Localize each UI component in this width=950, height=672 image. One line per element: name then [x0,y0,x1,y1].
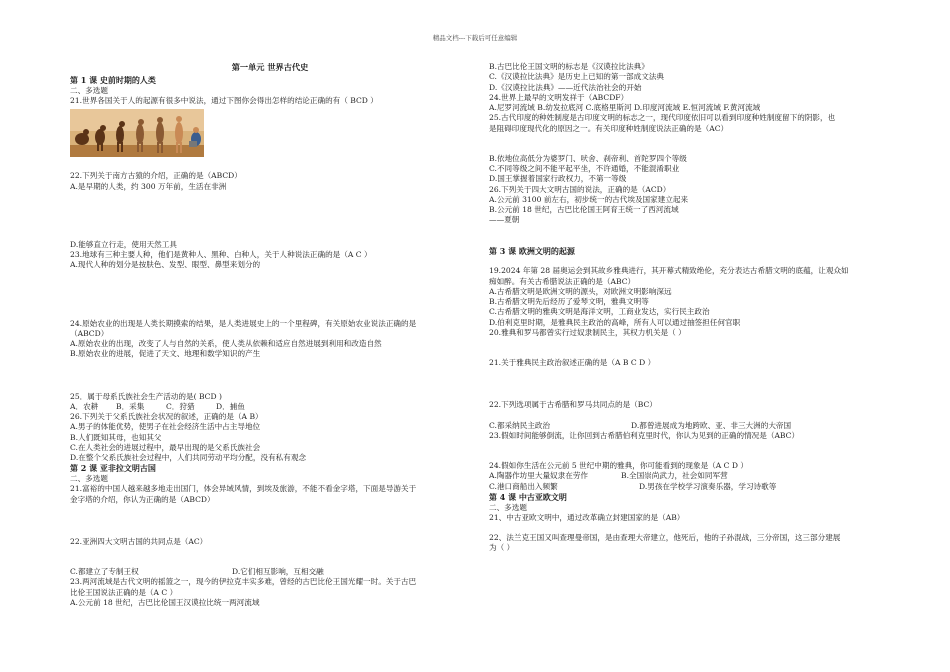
l3-option-19c: C.古希腊文明的雅典文明是海洋文明，工商业发达，实行民主政治 [489,307,710,317]
option-25d: D．捕鱼 [216,401,245,411]
option-l2-22c: C.都建立了专制王权 [70,567,139,577]
l3-question-21: 21.关于雅典民主政治叙述正确的是（A B C D ） [489,358,656,368]
left-column [70,62,470,608]
l3-question-19-cont: 痴如醉。有关古希腊说法正确的是（ABC） [489,276,636,286]
option-25b-right: B.依地位高低分为婆罗门、吠舍、刹帝利、首陀罗四个等级 [489,153,687,163]
l2-question-23: 23.两河流域是古代文明的摇篮之一，现今的伊拉克丰实多难，曾经的古巴比伦王国光耀一时。关于古巴 [70,577,417,587]
options-24-right: A.尼罗河流域 B.幼发拉底河 C.底格里斯河 D.印度河流域 E.恒河流域 F.黄河流域 [489,103,761,112]
l3-question-24: 24.假如你生活在公元前 5 世纪中期的雅典，你可能看到的现象是（A C D ） [489,461,748,471]
question-24: 24.原始农业的出现是人类长期摸索的结果，是人类进展史上的一个里程碑，有关原始农业说法正确的是 [70,318,417,328]
human-evolution-image [70,109,204,157]
option-26-tail: ——夏朝 [489,215,520,225]
question-25-right-cont: 是阻碍印度现代化的原因之一。有关印度种姓制度说法正确的是（AC） [489,123,729,133]
option-26b-right: B.公元前 18 世纪，古巴比伦国王阿育王统一了西河流域 [489,205,679,214]
l3-option-19b: B.古希腊文明先后经历了爱琴文明，雅典文明等 [489,297,649,307]
question-24-right: 24.世界上最早的文明发祥于（ABCDF） [489,92,629,102]
options-l2-22 [70,567,470,577]
question-26-right: 26.下列关于四大文明古国的说法，正确的是（ACD） [489,184,671,194]
l3-option-24a: A.陶器作坊里大量奴隶在劳作 [489,471,589,481]
lesson-2-title: 第 2 课 亚非拉文明古国 [70,463,156,474]
l4-question-22-cont: 为（ ） [489,543,515,553]
section-label: 二、多选题 [70,85,108,95]
option-26c: C.在人类社会的进展过程中，最早出现的是父系氏族社会 [70,442,261,452]
option-26a: A.男子的体能优势，使男子在社会经济生活中占主导地位 [70,422,261,432]
l4-question-21: 21、中古亚欧文明中，通过改革确立封建国家的是（AB） [489,512,685,522]
option-26d: D.在整个父系氏族社会过程中，人们共同劳动平均分配，没有私有观念 [70,453,307,463]
question-25-right: 25.古代印度的种姓制度是古印度文明的标志之一，现代印度依旧可以看到印度种姓制度留下的阴影，也 [489,113,836,123]
option-23a: A.现代人种的划分是按肤色、发型、眼型、鼻型来划分的 [70,260,261,270]
page-header: 精品文档---下载后可任意编辑 [432,34,518,42]
option-26b: B.人们既知其母，也知其父 [70,432,162,442]
l2-question-21-cont: 金字塔的介绍，你认为正确的是（ABCD） [70,494,215,504]
option-23d: D.《汉谟拉比法典》——近代法治社会的开始 [489,82,642,92]
section-label: 二、多选题 [489,502,527,512]
l3-options-22 [489,421,879,431]
question-26: 26.下列关于父系氏族社会状况的叙述，正确的是（A B） [70,412,263,422]
l3-option-19d: D.伯利克里时期，是雅典民主政治的高峰，所有人可以通过抽签担任何官职 [489,317,741,327]
l3-option-22c: C.都采纳民主政治 [489,420,551,430]
option-l2-23a: A.公元前 18 世纪，古巴比伦国王汉谟拉比统一两河流域 [70,597,260,607]
l3-options-24-cd [489,482,879,492]
l2-question-23-cont: 比伦王国说法正确的是（A C ） [70,587,178,597]
unit-title: 第一单元 世界古代史 [231,62,309,72]
lesson-4-title: 第 4 课 中古亚欧文明 [489,491,567,502]
question-21: 21.世界各国关于人的起源有很多中说法，通过下图你会得出怎样的结论正确的有（ BCD ） [70,96,378,106]
question-23: 23.地球有三种主要人种，他们是黄种人、黑种、白种人，关于人种说法正确的是（A C ） [70,250,372,260]
option-25c: C．狩猎 [166,401,195,411]
l3-question-19: 19.2024 年第 28 届奥运会到其故乡雅典进行，其开幕式精致绝伦，充分表达古希腊文明的底蕴，让观众如 [489,266,849,276]
option-24a: A.原始农业的出现，改变了人与自然的关系，使人类从依赖和适应自然进展到利用和改造自然 [70,339,382,349]
l3-option-22d: D.都曾进展成为地跨欧、亚、非三大洲的大帝国 [631,420,792,430]
l3-option-24c: C.港口商船出入频繁 [489,481,558,491]
option-26a-right: A.公元前 3100 前左右，初步统一的古代埃及国家建立起来 [489,194,689,204]
option-23c: C.《汉谟拉比法典》是历史上已知的第一部成文法典 [489,72,665,82]
l3-question-23: 23.假如时间能够倒流，让你回到古希腊伯利克里时代，你认为见到的正确的情况是（ABC） [489,430,800,440]
option-25b: B．采集 [116,401,145,411]
question-25: 25．属于母系氏族社会生产活动的是( BCD ) [70,391,222,401]
option-25a: A．农耕 [70,401,99,411]
option-22a: A.是早期的人类，约 300 万年前，生活在非洲 [70,181,227,191]
l4-question-22: 22、法兰克王国又叫查理曼帝国，是由查理大帝建立，他死后，他的子孙混战，三分帝国，这三部分建展 [489,533,841,543]
option-24b: B.原始农业的进展，促进了天文、地理和数学知识的产生 [70,349,261,359]
right-column [489,62,879,554]
l3-option-24d: D.男孩在学校学习演奏乐器，学习诗歌等 [639,481,777,491]
option-25d-right: D.国王掌握着国家行政权力，不第一等级 [489,174,627,184]
option-25c-right: C.不同等级之间不能平起平坐，不许通婚，不能混淆职业 [489,164,680,173]
l3-option-24b: B.全国崇尚武力，社会如同军营 [621,471,728,481]
l2-question-21: 21.富裕的中国人越来越多地走出国门，体会异域风情，到埃及旅游，不能不看金字塔，下面是导游关于 [70,484,417,494]
option-22d: D.能够直立行走，使用天然工具 [70,239,177,249]
lesson-3-title: 第 3 课 欧洲文明的起源 [489,245,575,256]
l2-question-22: 22.亚洲四大文明古国的共同点是（AC） [70,536,208,546]
question-22: 22.下列关于南方古猿的介绍，正确的是（ABCD） [70,171,242,181]
l3-question-20: 20.雅典和罗马都曾实行过奴隶制民主，其权力机关是（ ） [489,327,686,337]
question-24-answer: （ABCD） [70,328,109,338]
section-label: 二、多选题 [70,474,108,484]
option-23b: B.古巴比伦王国文明的标志是《汉谟拉比法典》 [489,62,649,71]
lesson-1-title: 第 1 课 史前时期的人类 [70,75,156,86]
option-l2-22d: D.它们相互影响，互相交融 [232,567,324,577]
l3-question-22: 22.下列选项属于古希腊和罗马共同点的是（BC） [489,400,657,410]
l3-options-24-ab [489,471,879,481]
l3-option-19a: A.古希腊文明是欧洲文明的源头，对欧洲文明影响深远 [489,286,672,296]
options-25 [70,402,470,412]
